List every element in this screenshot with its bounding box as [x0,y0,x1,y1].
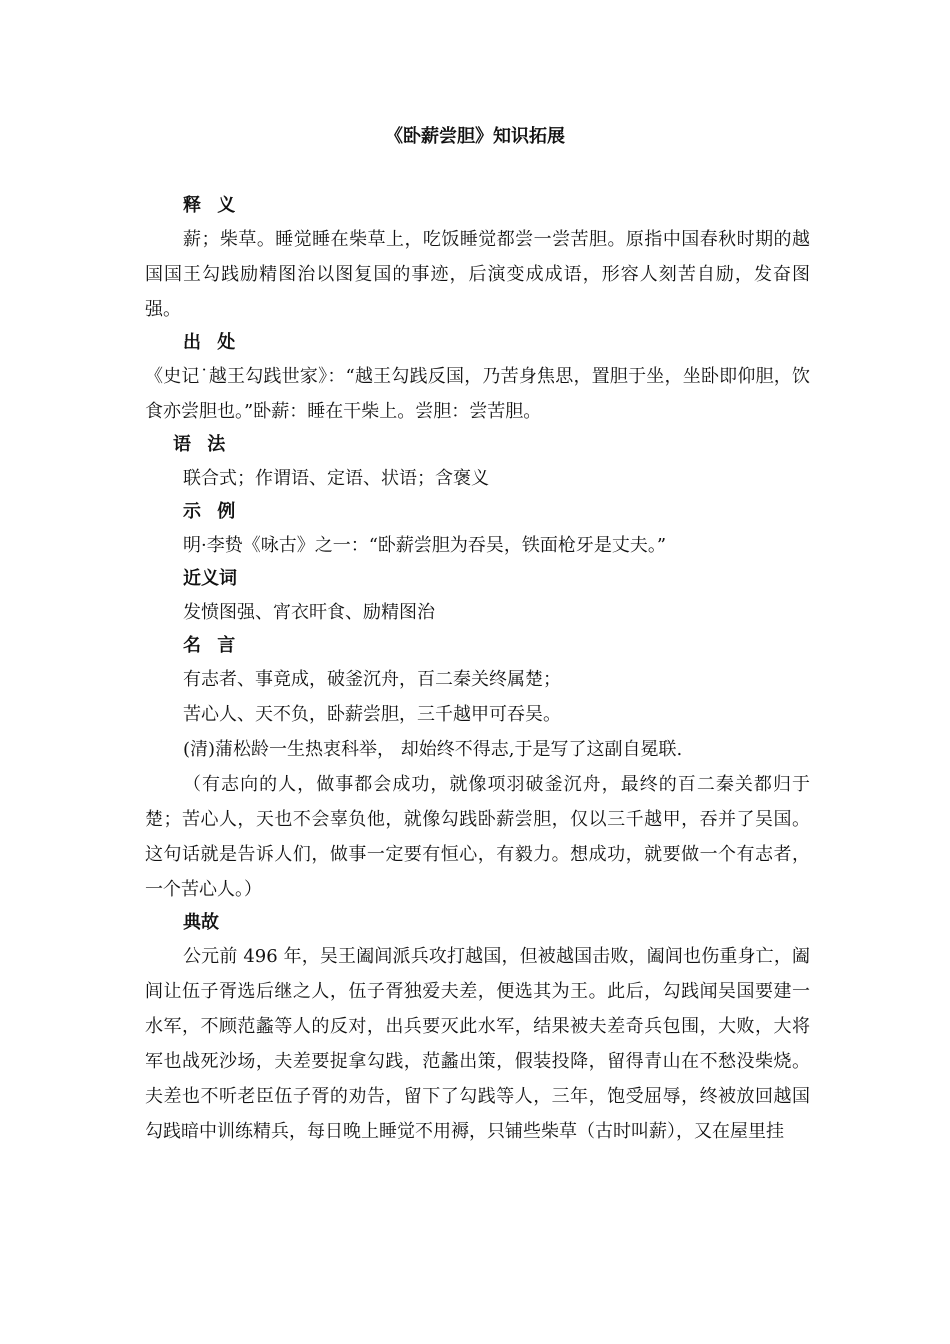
example-text: 明·李贽《咏古》之一：“卧薪尝胆为吞吴，铁面枪牙是丈夫。” [183,535,667,556]
quote-line-2: 苦心人、天不负，卧薪尝胆，三千越甲可吞吴。 [183,704,561,725]
heading-story: 典故 [183,912,219,933]
heading-quote: 名言 [183,635,252,656]
page-title: 《卧薪尝胆》知识拓展 [385,126,565,147]
document-body [145,190,810,1149]
heading-example: 示例 [183,501,252,522]
grammar-text: 联合式；作谓语、定语、状语；含褒义 [183,468,489,489]
synonyms-text: 发愤图强、宵衣旰食、励精图治 [183,602,435,623]
heading-source: 出处 [183,332,252,353]
meaning-paragraph: 薪；柴草。睡觉睡在柴草上，吃饭睡觉都尝一尝苦胆。原指中国春秋时期的越国国王勾践励精图治以图复国的事迹，后演变成成语，形容人刻苦自励，发奋图强。 [145,229,810,320]
source-paragraph: 《史记˙越王勾践世家》：“越王勾践反国，乃苦身焦思，置胆于坐，坐卧即仰胆，饮食亦尝胆也。”卧薪：睡在干柴上。尝胆：尝苦胆。 [145,366,810,422]
quote-line-1: 有志者、事竟成，破釜沉舟，百二秦关终属楚； [183,669,561,690]
heading-synonyms: 近义词 [183,568,237,589]
heading-meaning: 释义 [183,195,252,216]
story-paragraph: 公元前 496 年，吴王阖闾派兵攻打越国，但被越国击败，阖闾也伤重身亡，阖闾让伍子胥选后继之人，伍子胥独爱夫差，便选其为王。此后，勾践闻吴国要建一水军，不顾范蠡等人的反对，出兵要灭此水军，结果被夫差奇兵包围，大败，大将军也战死沙场，夫差要捉拿勾践，范蠡出策，假装投降，留得青山在不愁没柴烧。夫差也不听老臣伍子胥的劝告，留下了勾践等人，三年，饱受屈辱，终被放回越国勾践暗中训练精兵，每日晚上睡觉不用褥，只铺些柴草（古时叫薪），又在屋里挂 [145,946,810,1142]
quote-line-3: (清)蒲松龄一生热衷科举， 却始终不得志,于是写了这副自冕联. [183,739,683,760]
heading-grammar: 语法 [173,434,242,455]
quote-explanation: （有志向的人，做事都会成功，就像项羽破釜沉舟，最终的百二秦关都归于楚；苦心人，天也不会辜负他，就像勾践卧薪尝胆，仅以三千越甲，吞并了吴国。这句话就是告诉人们，做事一定要有恒心，有毅力。想成功，就要做一个有志者，一个苦心人。） [145,774,810,900]
